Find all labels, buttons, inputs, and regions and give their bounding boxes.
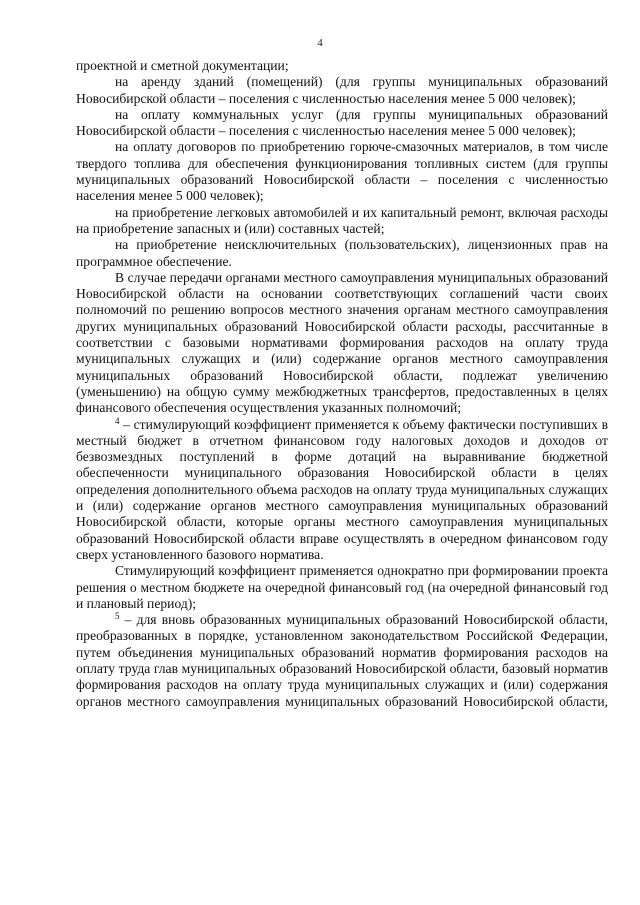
paragraph-vehicles: на приобретение легковых автомобилей и их капитальный ремонт, включая расходы на приобретение запасных и (или) составных частей; [76,204,608,236]
footnote-mark-5: 5 [115,611,120,622]
page-number: 4 [317,37,323,49]
footnote-mark-4: 4 [115,415,120,426]
paragraph-rent: на аренду зданий (помещений) (для группы муниципальных образований Новосибирской области – поселения с численностью населения менее 5 000 человек); [76,74,608,106]
paragraph-footnote-4 [76,417,608,564]
paragraph-fuel: на оплату договоров по приобретению горюче-смазочных материалов, в том числе твердого топлива для обеспечения функционирования топливных систем (для группы муниципальных образований Новосибирской области – поселения с численностью населения менее 5 000 человек); [76,139,608,204]
paragraph-footnote-5 [76,612,608,710]
paragraph-utilities: на оплату коммунальных услуг (для группы муниципальных образований Новосибирской области – поселения с численностью населения менее 5 000 человек); [76,106,608,139]
footnote-4-text: – стимулирующий коэффициент применяется к объему фактически поступивших в местный бюджет в отчетном финансовом году налоговых доходов и доходов от безвозмездных поступлений в форме дотаций на выравнивание бюджетной обеспеченности муниципального образования Новосибирской области в целях определения дополнительного объема расходов на оплату труда муниципальных служащих и (или) содержание органов местного самоуправления муниципальных образований Новосибирской области, которые органы местного самоуправления муниципальных образований Новосибирской области вправе осуществлять в очередном финансовом году сверх установленного базового норматива. [76,416,608,562]
paragraph-project-docs: проектной и сметной документации; [76,58,289,73]
paragraph-coefficient: Стимулирующий коэффициент применяется однократно при формировании проекта решения о местном бюджете на очередной финансовый год (на очередной финансовый год и плановый период); [76,563,608,611]
document-body [76,58,608,710]
footnote-5-text: – для вновь образованных муниципальных образований Новосибирской области, преобразованных в порядке, установленном законодательством Российской Федерации, путем объединения муниципальных образований норматив формирования расходов на оплату труда глав муниципальных образований Новосибирской области, базовый норматив формирования расходов на оплату труда муниципальных служащих и (или) содержания органов местного самоуправления муниципальных образований Новосибирской области, [76,612,608,709]
paragraph-software: на приобретение неисключительных (пользовательских), лицензионных прав на программное обеспечение. [76,237,608,269]
paragraph-delegation: В случае передачи органами местного самоуправления муниципальных образований Новосибирской области на основании соответствующих соглашений части своих полномочий по решению вопросов местного значения органам местного самоуправления других муниципальных образований Новосибирской области расходы, рассчитанные в соответствии с базовыми нормативами формирования расходов на оплату труда муниципальных служащих и (или) содержание органов местного самоуправления муниципальных образований Новосибирской области, подлежат увеличению (уменьшению) на общую сумму межбюджетных трансфертов, предоставленных в целях финансового обеспечения осуществления указанных полномочий; [76,269,608,416]
